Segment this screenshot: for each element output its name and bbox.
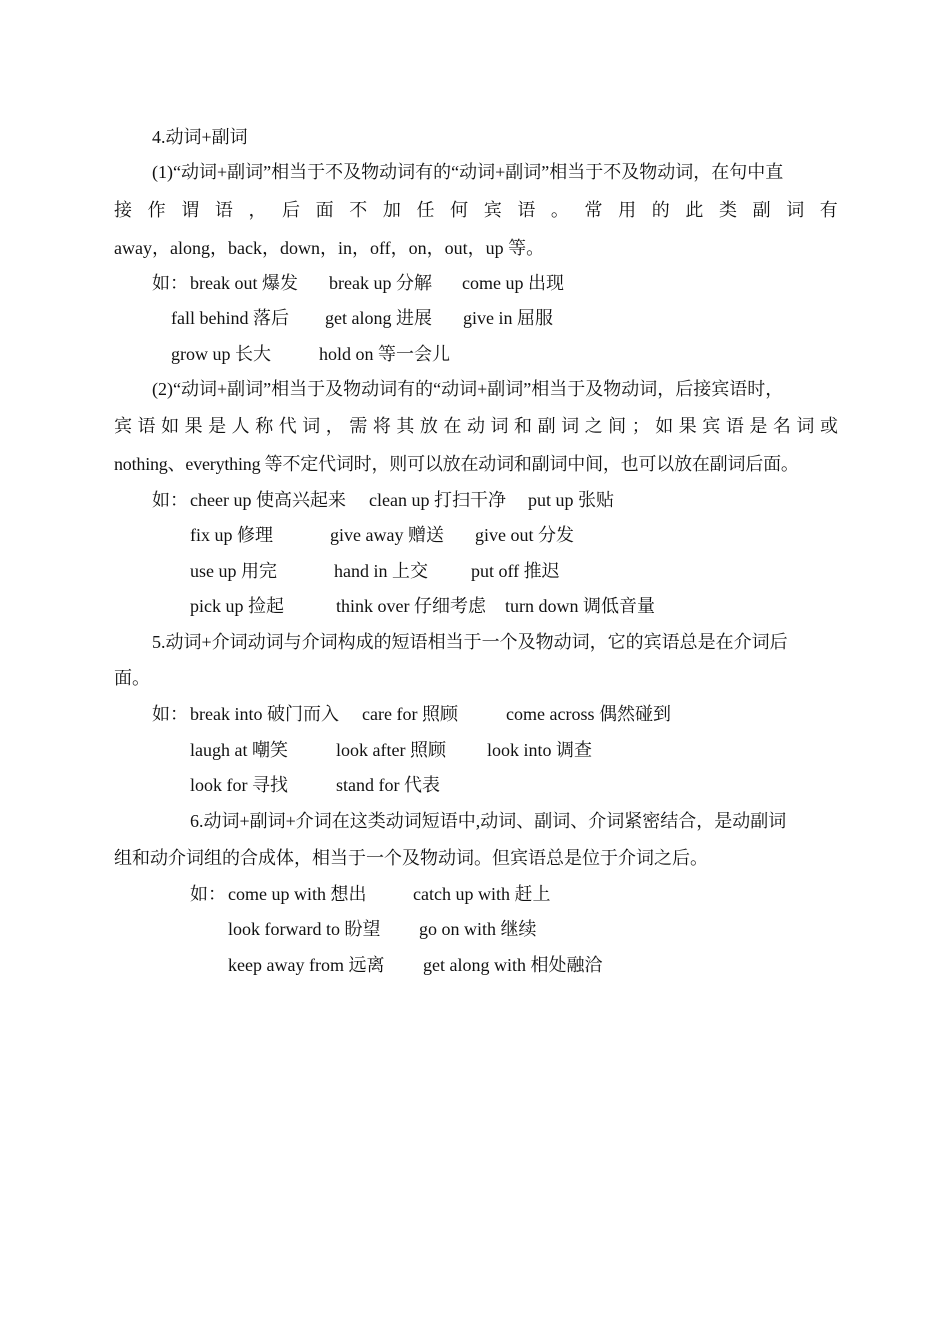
justified-glyph: 用 <box>618 200 637 220</box>
justified-glyph: 词 <box>302 416 321 436</box>
justified-glyph: 此 <box>685 200 704 220</box>
example-item: put off 推迟 <box>471 561 560 581</box>
justified-glyph: 何 <box>450 200 469 220</box>
example-item: stand for 代表 <box>336 775 440 795</box>
justified-glyph: 将 <box>372 416 391 436</box>
justified-glyph: 放 <box>419 416 438 436</box>
example-item: grow up 长大 <box>171 344 271 364</box>
justified-glyph: 加 <box>382 200 401 220</box>
example-prefix: 如： <box>190 884 226 904</box>
justified-glyph: 类 <box>718 200 737 220</box>
justified-glyph: 名 <box>772 416 791 436</box>
justified-glyph: 是 <box>208 416 227 436</box>
example-item: get along 进展 <box>325 308 432 328</box>
justified-glyph: ， <box>325 416 344 436</box>
justified-glyph: 需 <box>349 416 368 436</box>
example-item: get along with 相处融洽 <box>423 955 603 975</box>
example-prefix: 如： <box>152 704 188 724</box>
justified-glyph: 语 <box>725 416 744 436</box>
section-6-line-2: 组和动介词组的合成体，相当于一个及物动词。但宾语总是位于介词之后。 <box>114 848 708 868</box>
example-item: give in 屈服 <box>463 308 553 328</box>
justified-glyph: 有 <box>819 200 838 220</box>
section-4-paragraph-1-line-3: away，along，back，down，in，off，on，out，up 等。 <box>114 238 545 258</box>
example-item: look for 寻找 <box>190 775 288 795</box>
example-item: clean up 打扫干净 <box>369 490 506 510</box>
example-item: come up 出现 <box>462 273 564 293</box>
section-5-line-2: 面。 <box>114 668 150 688</box>
justified-glyph: 果 <box>184 416 203 436</box>
justified-glyph: 间 <box>608 416 627 436</box>
example-item: look into 调查 <box>487 740 593 760</box>
example-item: catch up with 赶上 <box>413 884 551 904</box>
example-item: laugh at 嘲笑 <box>190 740 288 760</box>
example-item: fall behind 落后 <box>171 308 289 328</box>
example-item: give away 赠送 <box>330 525 444 545</box>
justified-glyph: 宾 <box>114 416 132 436</box>
justified-glyph: 宾 <box>702 416 721 436</box>
justified-glyph: 词 <box>796 416 815 436</box>
example-item: break into 破门而入 <box>190 704 339 724</box>
section-4-paragraph-2-line-3: nothing、everything 等不定代词时，则可以放在动词和副词中间，也可以放在副词后面。 <box>114 454 799 474</box>
example-item: give out 分发 <box>475 525 574 545</box>
justified-glyph: 谓 <box>181 200 200 220</box>
justified-glyph: 之 <box>584 416 603 436</box>
justified-glyph: 人 <box>231 416 250 436</box>
example-prefix: 如： <box>152 490 188 510</box>
example-item: put up 张贴 <box>528 490 615 510</box>
justified-glyph: 动 <box>466 416 485 436</box>
example-item: break up 分解 <box>329 273 432 293</box>
example-item: look forward to 盼望 <box>228 919 381 939</box>
example-item: care for 照顾 <box>362 704 458 724</box>
section-4-paragraph-1-line-2 <box>114 198 838 222</box>
example-item: cheer up 使高兴起来 <box>190 490 346 510</box>
justified-glyph: 副 <box>537 416 556 436</box>
example-item: use up 用完 <box>190 561 277 581</box>
justified-glyph: 语 <box>517 200 536 220</box>
justified-glyph: 。 <box>550 200 569 220</box>
justified-glyph: 代 <box>278 416 297 436</box>
justified-glyph: 词 <box>561 416 580 436</box>
section-4-heading: 4.动词+副词 <box>152 127 248 147</box>
example-item: go on with 继续 <box>419 919 537 939</box>
justified-glyph: 如 <box>161 416 180 436</box>
example-item: hold on 等一会儿 <box>319 344 451 364</box>
justified-glyph: 面 <box>315 200 334 220</box>
justified-glyph: 任 <box>416 200 435 220</box>
section-4-paragraph-1-line-1: (1)“动词+副词”相当于不及物动词有的“动词+副词”相当于不及物动词，在句中直 <box>152 162 784 182</box>
section-4-paragraph-2-line-1: (2)“动词+副词”相当于及物动词有的“动词+副词”相当于及物动词，后接宾语时， <box>152 379 784 399</box>
justified-glyph: 其 <box>396 416 415 436</box>
justified-glyph: ， <box>248 200 267 220</box>
justified-glyph: 作 <box>147 200 166 220</box>
justified-glyph: 如 <box>655 416 674 436</box>
justified-glyph: 后 <box>282 200 301 220</box>
example-item: come up with 想出 <box>228 884 367 904</box>
example-item: fix up 修理 <box>190 525 273 545</box>
justified-glyph: 词 <box>786 200 805 220</box>
justified-glyph: 副 <box>752 200 771 220</box>
section-6-line-1: 6.动词+副词+介词在这类动词短语中,动词、副词、介词紧密结合，是动副词 <box>190 811 787 831</box>
justified-glyph: 语 <box>214 200 233 220</box>
justified-glyph: 语 <box>137 416 156 436</box>
justified-glyph: 在 <box>443 416 462 436</box>
example-item: keep away from 远离 <box>228 955 385 975</box>
justified-glyph: 宾 <box>483 200 502 220</box>
justified-glyph: 接 <box>114 200 132 220</box>
section-5-line-1: 5.动词+介词动词与介词构成的短语相当于一个及物动词，它的宾语总是在介词后 <box>152 632 788 652</box>
section-4-paragraph-2-line-2 <box>114 414 838 438</box>
justified-glyph: 的 <box>651 200 670 220</box>
example-item: pick up 捡起 <box>190 596 284 616</box>
example-prefix: 如： <box>152 273 188 293</box>
example-item: break out 爆发 <box>190 273 298 293</box>
example-item: turn down 调低音量 <box>505 596 655 616</box>
example-item: think over 仔细考虑 <box>336 596 486 616</box>
example-item: hand in 上交 <box>334 561 428 581</box>
example-item: come across 偶然碰到 <box>506 704 671 724</box>
justified-glyph: 果 <box>678 416 697 436</box>
justified-glyph: 或 <box>819 416 838 436</box>
justified-glyph: 和 <box>514 416 533 436</box>
justified-glyph: 称 <box>255 416 274 436</box>
justified-glyph: 不 <box>349 200 368 220</box>
justified-glyph: 词 <box>490 416 509 436</box>
justified-glyph: ； <box>631 416 650 436</box>
justified-glyph: 是 <box>749 416 768 436</box>
example-item: look after 照顾 <box>336 740 446 760</box>
justified-glyph: 常 <box>584 200 603 220</box>
